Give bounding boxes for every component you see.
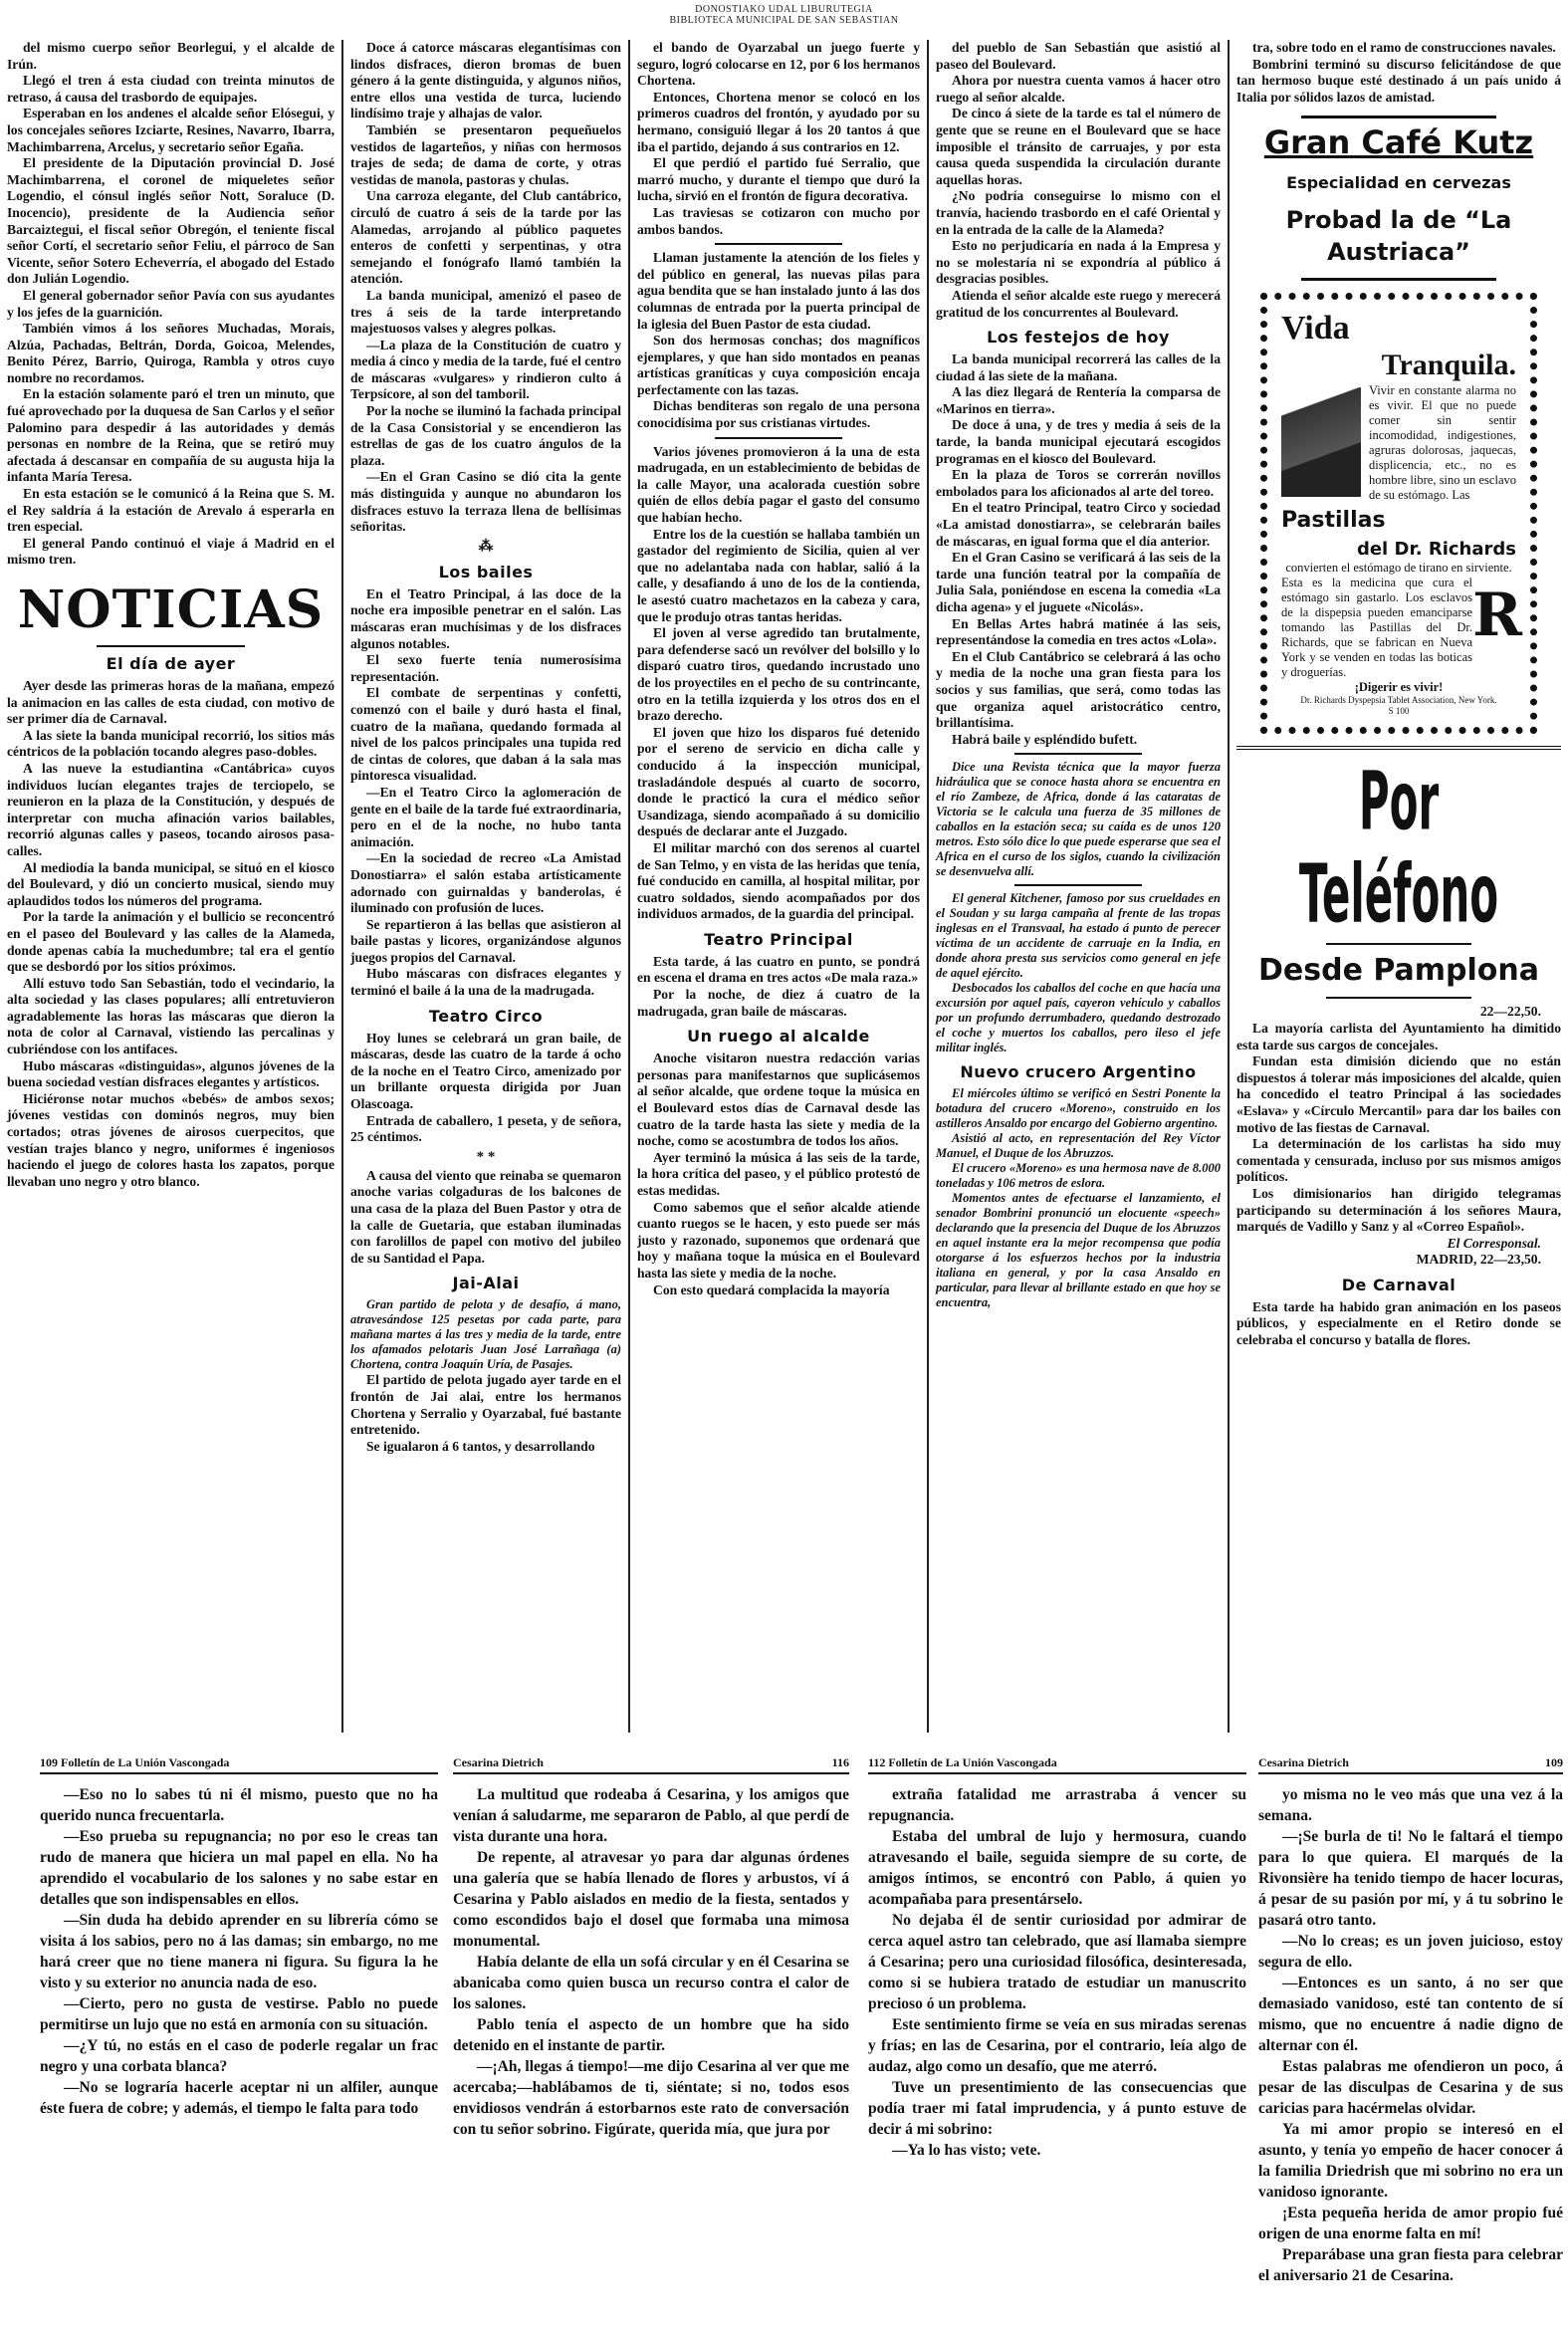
rule bbox=[97, 645, 244, 647]
dateline: MADRID, 22—23,50. bbox=[1416, 1252, 1541, 1268]
article-paragraph: El presidente de la Diputación provincial D. José Machimbarrena, el coronel de miqueletes señor Logendio, el cónsul inglés señor Nott, Soraluce (D. Inocencio), presidente de la Audiencia señor Barcaiztegui, el fiscal señor Obregón, el teniente fiscal señor Cortí, el secretario señor Feliu, el párroco de San Vicente, señor Sotero Echeverría, el abogado del Estado don Julián Logendio. bbox=[7, 155, 335, 287]
article-paragraph: El partido de pelota jugado ayer tarde en el frontón de Jai alai, entre los hermanos Chortena y Serralio y Oyarzabal, fué bastante entretenido. bbox=[350, 1372, 621, 1438]
running-header bbox=[1258, 1754, 1563, 1774]
rule bbox=[1014, 753, 1143, 755]
ornament: * * bbox=[476, 1148, 496, 1165]
article-paragraph: Esto no perjudicaría en nada á la Empresa y no se molestaría ni se expondría al público á desgracias posibles. bbox=[936, 238, 1221, 287]
newspaper-page bbox=[0, 40, 1568, 1733]
article-paragraph: Esta tarde ha habido gran animación en los paseos públicos, y especialmente en el Retiro donde se celebraba el concurso y batalla de flores. bbox=[1236, 1298, 1561, 1348]
article-headline: Los festejos de hoy bbox=[987, 328, 1170, 348]
article-paragraph: ¿No podría conseguirse lo mismo con el tranvía, haciendo trasbordo en el café Oriental y en la entrada de la calle de la Alameda? bbox=[936, 188, 1221, 237]
running-header bbox=[868, 1754, 1246, 1774]
section-headline: Por Teléfono bbox=[1298, 756, 1499, 943]
running-header-left: 109 Folletín de La Unión Vascongada bbox=[40, 1755, 230, 1769]
library-stamp-spanish: BIBLIOTECA MUNICIPAL DE SAN SEBASTIAN bbox=[669, 15, 899, 26]
library-stamp bbox=[0, 4, 1568, 26]
article-paragraph: Ahora por nuestra cuenta vamos á hacer otro ruego al señor alcalde. bbox=[936, 73, 1221, 105]
ad-body: Vivir en constante alarma no es vivir. El que no puede comer sin sentir incomodidad, indigestiones, agruras dolorosas, jaquecas, displicencia, etc., no es hombre libre, sino un esclavo de su estómago. Las bbox=[1369, 383, 1516, 503]
folletin-column-1 bbox=[40, 1754, 438, 2119]
ad-product: Pastillas bbox=[1281, 508, 1386, 534]
running-header-left: 112 Folletín de La Unión Vascongada bbox=[868, 1755, 1057, 1769]
article-paragraph: —En el Gran Casino se dió cita la gente más distinguida y aunque no abundaron los disfraces estuvo la terraza llena de bellísimas señoritas. bbox=[350, 469, 621, 535]
article-paragraph: tra, sobre todo en el ramo de construcciones navales. bbox=[1252, 40, 1556, 55]
article-paragraph: Anoche visitaron nuestra redacción varias personas para manifestarnos que suplicásemos al señor alcalde, que ordene toque la música en el Boulevard estos días de Carnaval desde las cuatro de la tarde hasta las siete y media de la noche, como se acostumbra de todos los años. bbox=[637, 1050, 920, 1149]
story-paragraph: —No lo creas; es un joven juicioso, estoy segura de ello. bbox=[1258, 1933, 1563, 1971]
rule bbox=[715, 437, 842, 439]
man-illustration-icon bbox=[1281, 387, 1361, 497]
article-paragraph: Por la noche, de diez á cuatro de la madrugada, gran baile de máscaras. bbox=[637, 987, 920, 1019]
article-paragraph: A causa del viento que reinaba se quemaron anoche varias colgaduras de los balcones de una casa de la plaza del Buen Pastor y otra de la calle de Guetaria, que estaban iluminadas con farolillos de papel con motivo del jubileo de su Santidad el Papa. bbox=[350, 1167, 621, 1266]
article-paragraph: De doce á una, y de tres y media á seis de la tarde, la banda municipal ejecutará escogidos programas en el kiosco del Boulevard. bbox=[936, 417, 1221, 466]
article-paragraph: Asistió al acto, en representación del Rey Víctor Manuel, el Duque de los Abruzzos. bbox=[936, 1131, 1221, 1161]
article-paragraph: Momentos antes de efectuarse el lanzamiento, el senador Bombrini pronunció un elocuente «speech» declarando que la presencia del Duque de los Abruzzos en aquel instante era la mejor recompensa que podía otorgarse á los esfuerzos hechos por la industria italiana en general, y por la casa Ansaldo en particular, para llevar al brillante estado en que hoy se encuentra, bbox=[936, 1191, 1221, 1310]
column-3 bbox=[630, 40, 929, 1733]
article-headline: Jai-Alai bbox=[452, 1274, 520, 1293]
story-paragraph: —Sin duda ha debido aprender en su librería cómo se visita á los sabios, pero no á las damas; sin embargo, no me hará creer que no tiene manera ni figura. Su figura la he visto y su exterior no anuncia nada de eso. bbox=[40, 1912, 438, 1991]
story-paragraph: De repente, al atravesar yo para dar algunas órdenes una galería que se había llenado de flores y arbustos, ví á Cesarina y Pablo aislados en medio de la fiesta, sentados y como escondidos bajo el dosel que formaba una mimosa monumental. bbox=[453, 1849, 849, 1950]
article-paragraph: Dice una Revista técnica que la mayor fuerza hidráulica que se conoce hasta ahora se encuentra en el río Zambeze, de Africa, donde á las cataratas de Victoria se le calcula una fuerza de 35 millones de caballos en la estación seca; su caída es de unos 120 metros. Esto sólo dice lo que puede esperarse que sea el Africa en el curso de los siglos, cuando la civilización se desenvuelva allí. bbox=[936, 760, 1221, 879]
running-header-left: Cesarina Dietrich bbox=[1258, 1755, 1349, 1769]
article-paragraph: Allí estuvo todo San Sebastián, todo el vecindario, la alta sociedad y las clases populares; allí entretuvieron agradablemente las horas las máscaras que dieron la nota de color al Carnaval, vistiendo las percalinas y cubriéndose con los antifaces. bbox=[7, 975, 335, 1057]
article-paragraph: El combate de serpentinas y confetti, comenzó con el baile y duró hasta el final, cuatro de la mañana, quedando formada al nivel de los palcos principales una tupida red de cintas de colores, que daban á la sala mas pintoresca visualidad. bbox=[350, 685, 621, 784]
article-paragraph: La mayoría carlista del Ayuntamiento ha dimitido esta tarde sus cargos de concejales. bbox=[1236, 1020, 1561, 1052]
article-paragraph: Se igualaron á 6 tantos, y desarrollando bbox=[366, 1438, 595, 1454]
article-paragraph: del mismo cuerpo señor Beorlegui, y el alcalde de Irún. bbox=[7, 40, 335, 72]
story-paragraph: —¡Se burla de ti! No le faltará el tiempo para lo que quiera. El marqués de la Rivonsière ha tenido tiempo de hacer locuras, á pesar de su pasión por mí, y á tu sobrino le pasará otro tanto. bbox=[1258, 1828, 1563, 1929]
story-paragraph: yo misma no le veo más que una vez á la semana. bbox=[1258, 1786, 1563, 1824]
ad-tagline: convierten el estómago de tirano en sirviente. bbox=[1285, 561, 1512, 576]
article-paragraph: La banda municipal, amenizó el paseo de tres á seis de la tarde interpretando majestuosos valses y alegres polkas. bbox=[350, 287, 621, 337]
section-divider bbox=[1236, 746, 1561, 750]
story-paragraph: —Entonces es un santo, á no ser que demasiado vanidoso, esté tan contento de sí mismo, que no encuentre á nadie digno de alternar con él. bbox=[1258, 1975, 1563, 2054]
rule bbox=[715, 243, 842, 245]
story-paragraph: Pablo tenía el aspecto de un hombre que ha sido detenido en el instante de partir. bbox=[453, 2016, 849, 2054]
article-paragraph: También se presentaron pequeñuelos vestidos de lagarteños, y niñas con hermosos trajes de seda; de dama de corte, y otras vestidas de manola, pastoras y chulas. bbox=[350, 121, 621, 187]
running-header bbox=[453, 1754, 849, 1774]
article-paragraph: Bombrini terminó su discurso felicitándose de que tan hermoso buque esté destinado á un país unido á Italia por sólidos lazos de amistad. bbox=[1236, 56, 1561, 105]
column-1 bbox=[0, 40, 343, 1733]
article-paragraph: Varios jóvenes promovieron á la una de esta madrugada, en un establecimiento de bebidas de la calle Mayor, una acalorada cuestión sobre quién de ellos debía pagar el gasto del consumo que habían hecho. bbox=[637, 443, 920, 526]
article-paragraph: —En la sociedad de recreo «La Amistad Donostiarra» el salón estaba artísticamente adornado con guirnaldas y banderolas, é iluminado con profusión de luces. bbox=[350, 850, 621, 916]
article-paragraph: Llegó el tren á esta ciudad con treinta minutos de retraso, á causa del trasbordo de equipajes. bbox=[7, 73, 335, 105]
folletin-column-4 bbox=[1258, 1754, 1563, 2286]
article-paragraph: Las traviesas se cotizaron con mucho por ambos bandos. bbox=[637, 204, 920, 237]
story-paragraph: —Eso no lo sabes tú ni él mismo, puesto que no ha querido nunca frecuentarla. bbox=[40, 1786, 438, 1824]
story-paragraph: Había delante de ella un sofá circular y en él Cesarina se abanicaba como quien busca un recurso contra el calor de los salones. bbox=[453, 1954, 849, 2012]
article-paragraph: Los dimisionarios han dirigido telegramas participando su determinación á los señores Maura, marqués de Vadillo y Sanz y al «Correo Español». bbox=[1236, 1185, 1561, 1235]
running-header bbox=[40, 1754, 438, 1774]
article-paragraph: el bando de Oyarzabal un juego fuerte y seguro, logró colocarse en 12, por 6 los hermanos Chortena. bbox=[637, 40, 920, 89]
article-paragraph: —En el Teatro Circo la aglomeración de gente en el baile de la tarde fué extraordinaria, pero en el de la noche, no hubo tanta animación. bbox=[350, 784, 621, 849]
article-paragraph: Desbocados los caballos del coche en que hacía una excursión por aquel país, cayeron vehículo y caballos por un profundo derrumbadero, quedando destrozado el coche y muertos los caballos, pero ileso el jefe militar inglés. bbox=[936, 981, 1221, 1055]
article-paragraph: Por la tarde la animación y el bullicio se reconcentró en el paseo del Boulevard y las calles de la Alameda, donde apenas cabía la muchedumbre; tal era el gentío que se desbordó por los sitios próximos. bbox=[7, 909, 335, 975]
article-paragraph: Al mediodía la banda municipal, se situó en el kiosco del Boulevard, y dió un concierto musical, siendo muy aplaudidos todos los números del programa. bbox=[7, 859, 335, 908]
article-paragraph: En la estación solamente paró el tren un minuto, que fué aprovechado por la duquesa de San Carlos y el señor Palomino para despedir á las autoridades y demás personas en nombre de la Reina, que se retiró muy afectada á descansar en compañía de su augusta hija la infanta María Teresa. bbox=[7, 386, 335, 485]
article-paragraph: A las diez llegará de Rentería la comparsa de «Marinos en tierra». bbox=[936, 384, 1221, 416]
article-paragraph: También vimos á los señores Muchadas, Morais, Alzúa, Pachadas, Beltrán, Dorda, Goicoa, Melendes, Benito Pérez, Barrio, Quiroga, Rambla y otros cuyo nombre no recordamos. bbox=[7, 321, 335, 385]
article-paragraph: Por la noche se iluminó la fachada principal de la Casa Consistorial y se encendieron las estrellas de gas de los cuatro ángulos de la plaza. bbox=[350, 403, 621, 468]
story-paragraph: ¡Esta pequeña herida de amor propio fué origen de una enorme falta en mí! bbox=[1258, 2205, 1563, 2242]
ad-maker: Dr. Richards Dyspepsia Tablet Association, New York. bbox=[1300, 695, 1497, 706]
rule bbox=[1326, 997, 1472, 999]
signature: El Corresponsal. bbox=[1447, 1235, 1541, 1251]
article-paragraph: Entre los de la cuestión se hallaba también un gastador del regimiento de Sicilia, quien al ver que no adelantaba nada con hablar, salió á la calle, y desafiando á uno de los de la contienda, le asestó cuatro machetazos en la cabeza y cara, que le produjo otras tantas heridas. bbox=[637, 526, 920, 624]
article-paragraph: Dichas benditeras son regalo de una persona conocidísima por sus cristianas virtudes. bbox=[637, 398, 920, 431]
story-paragraph: Preparábase una gran fiesta para celebrar el aniversario 21 de Cesarina. bbox=[1258, 2246, 1563, 2284]
folletin-column-3 bbox=[868, 1754, 1246, 2161]
article-paragraph: Gran partido de pelota y de desafío, á mano, atravesándose 125 pesetas por cada parte, para mañana martes á las tres y media de la tarde, entre los afamados pelotaris Juan José Larrañaga (a) Chortena, contra Joaquín Uría, de Pasajes. bbox=[350, 1297, 621, 1372]
story-paragraph: —Eso prueba su repugnancia; no por eso le creas tan rudo de manera que hiciera un mal papel en ella. No ha aprendido el vocabulario de los salones y no sabe estar en detalles que son indispensables en ellos. bbox=[40, 1828, 438, 1908]
story-paragraph: Este sentimiento firme se veía en sus miradas serenas y frías; en las de Cesarina, por el contrario, leía algo de audaz, algo como un desafío, que me aterró. bbox=[868, 2016, 1246, 2075]
ornamental-rule bbox=[1301, 116, 1496, 118]
story-paragraph: Tuve un presentimiento de las consecuencias que podía traer mi fatal imprudencia, y á punto estuve de decir á mi sobrino: bbox=[868, 2079, 1246, 2138]
story-paragraph: —Cierto, pero no gusta de vestirse. Pablo no puede permitirse un lujo que no está en armonía con su situación. bbox=[40, 1995, 438, 2033]
article-paragraph: Fundan esta dimisión diciendo que no están dispuestos á tolerar más imposiciones del alcalde, quien ha concedido el teatro Principal á las sociedades «Eslava» y «Círculo Mercantil» para dar los bailes con motivo de las fiestas de Carnaval. bbox=[1236, 1053, 1561, 1135]
article-paragraph: El joven que hizo los disparos fué detenido por el sereno de servicio en dicha calle y conducido á la inspección municipal, trasladándole después al cuarto de socorro, donde le practicó la cura el médico señor Usandizaga, siendo acompañado á su domicilio después de declarar ante el Juzgado. bbox=[637, 724, 920, 839]
article-paragraph: En Bellas Artes habrá matinée á las seis, representándose la comedia en tres actos «Lola». bbox=[936, 615, 1221, 648]
article-paragraph: Hoy lunes se celebrará un gran baile, de máscaras, desde las cuatro de la tarde á ocho de la noche en el Teatro Circo, amenizado por un brillante orquesta dirigida por Juan Olascoaga. bbox=[350, 1030, 621, 1112]
ad-title: Tranquila. bbox=[1381, 349, 1516, 382]
article-paragraph: A las siete la banda municipal recorrió, los sitios más céntricos de la población tocando alegres paso-dobles. bbox=[7, 727, 335, 760]
folletin-section bbox=[0, 1754, 1568, 2330]
section-headline: NOTICIAS bbox=[17, 580, 325, 640]
article-paragraph: Con esto quedará complacida la mayoría bbox=[653, 1282, 890, 1297]
ad-title: Vida bbox=[1281, 310, 1350, 348]
story-paragraph: —Ya lo has visto; vete. bbox=[892, 2142, 1041, 2159]
story-paragraph: extraña fatalidad me arrastraba á vencer su repugnancia. bbox=[868, 1786, 1246, 1824]
story-paragraph: —No se lograría hacerle aceptar ni un alfiler, aunque éste fuera de cobre; y además, el tiempo le falta para todo bbox=[40, 2079, 438, 2117]
column-2 bbox=[343, 40, 630, 1733]
running-header-left: Cesarina Dietrich bbox=[453, 1755, 544, 1769]
ad-subtitle: Especialidad en cervezas bbox=[1286, 173, 1511, 193]
timestamp: 22—22,50. bbox=[1479, 1004, 1541, 1020]
article-headline: Nuevo crucero Argentino bbox=[960, 1062, 1197, 1082]
article-paragraph: El sexo fuerte tenía numerosísima representación. bbox=[350, 652, 621, 684]
story-paragraph: La multitud que rodeaba á Cesarina, y los amigos que venían á saludarme, me separaron de Pablo, al que perdí de vista durante una hora. bbox=[453, 1786, 849, 1845]
story-paragraph: No dejaba él de sentir curiosidad por admirar de cerca aquel astro tan celebrado, que así llamaba siempre á Cesarina; pero una curiosidad filosófica, desinteresada, como si se hubiera tratado de estudiar un manuscrito precioso ó un problema. bbox=[868, 1912, 1246, 2012]
article-paragraph: En la plaza de Toros se correrán novillos embolados para los aficionados al arte del toreo. bbox=[936, 467, 1221, 499]
article-headline: Teatro Principal bbox=[704, 929, 853, 949]
article-paragraph: El militar marchó con dos serenos al cuartel de San Telmo, y en vista de las heridas que tenía, fué conducido en camilla, al hospital militar, por cuatro soldados, siendo acompañados por dos individuos armados, de la guardia del principal. bbox=[637, 839, 920, 922]
ad-slogan: ¡Digerir es vivir! bbox=[1354, 680, 1444, 695]
article-paragraph: El joven al verse agredido tan brutalmente, para defenderse sacó un revólver del bolsillo y lo disparó cuatro tiros, quedando incrustado uno de los proyectiles en el pecho de su contrincante, otro en la tetilla izquierda y los otros dos en el brazo derecho. bbox=[637, 625, 920, 724]
article-paragraph: Atienda el señor alcalde este ruego y merecerá gratitud de los concurrentes al Boulevard. bbox=[936, 287, 1221, 320]
column-5 bbox=[1230, 40, 1568, 1733]
article-paragraph: Llaman justamente la atención de los fieles y del público en general, las nuevas pilas para agua bendita que se han instalado junto á las dos columnas de entrada por la puerta principal de la iglesia del Buen Pastor de esta ciudad. bbox=[637, 250, 920, 332]
ornament: ⁂ bbox=[478, 538, 494, 555]
article-paragraph: Hubo máscaras con disfraces elegantes y terminó el baile á la una de la madrugada. bbox=[350, 966, 621, 999]
story-paragraph: Ya mi amor propio se interesó en el asunto, y tenía yo empeño de hacer conocer á la familia Driedrish que mi sobrino no era un vanidoso ignorante. bbox=[1258, 2121, 1563, 2201]
article-paragraph: Entonces, Chortena menor se colocó en los primeros cuadros del frontón, y ayudado por su hermano, consiguió llegar á los 20 tantos á que iba el partido, dejando á sus contrarios en 12. bbox=[637, 89, 920, 154]
ad-code: S 100 bbox=[1388, 706, 1410, 717]
article-paragraph: En el Gran Casino se verificará á las seis de la tarde una función teatral por la compañía de Julia Sala, poniéndose en escena la comedia «La dicha agena» y el juguete «Nicolás». bbox=[936, 550, 1221, 614]
article-paragraph: Habrá baile y espléndido bufett. bbox=[952, 731, 1138, 747]
article-paragraph: El general gobernador señor Pavía con sus ayudantes y los jefes de la guarnición. bbox=[7, 287, 335, 320]
ad-slogan: Probad la de “La Austriaca” bbox=[1285, 206, 1512, 267]
story-paragraph: —¿Y tú, no estás en el caso de poderle regalar un frac negro y una corbata blanca? bbox=[40, 2037, 438, 2075]
article-paragraph: Como sabemos que el señor alcalde atiende cuanto ruegos se le hacen, y esto puede ser más justo y razonado, suponemos que ordenará que hoy y mañana toque la música en el Boulevard hasta las siete y media de la noche. bbox=[637, 1199, 920, 1281]
article-headline: De Carnaval bbox=[1341, 1275, 1456, 1294]
column-4 bbox=[929, 40, 1230, 1733]
article-paragraph: —La plaza de la Constitución de cuatro y media á cinco y media de la tarde, fué el centro de máscaras «vulgares» y rindieron culto á Terpsícore, al son del tamboril. bbox=[350, 337, 621, 402]
richards-logo-icon: R bbox=[1472, 581, 1522, 651]
article-headline: Desde Pamplona bbox=[1257, 953, 1540, 989]
article-paragraph: Doce á catorce máscaras elegantísimas con lindos disfraces, dieron bromas de buen género á la gente distinguida, y algunos niños, entre ellos una vestida de turca, luciendo lindísimo traje y alhajas de valor. bbox=[350, 40, 621, 121]
ad-body: Esta es la medicina que cura el estómago sin gastarlo. Los esclavos de la dispepsia pueden emanciparse tomando las Pastillas del Dr. Richards, que se fabrican en Nueva York y se venden en todas las boticas y droguerías. bbox=[1281, 576, 1472, 680]
article-headline: El día de ayer bbox=[106, 654, 236, 673]
story-paragraph: —¡Ah, llegas á tiempo!—me dijo Cesarina al ver que me acercaba;—hablábamos de ti, siéntate; si no, todos esos envidiosos vendrán á estorbarnos este rato de conversación con tu señor sobrino. Figúrate, querida mía, que jura por bbox=[453, 2058, 849, 2138]
article-paragraph: En el Teatro Principal, á las doce de la noche era imposible penetrar en el salón. Las máscaras eran muchísimas y de los disfraces algunos notables. bbox=[350, 585, 621, 651]
article-paragraph: Ayer desde las primeras horas de la mañana, empezó la animacion en las calles de esta ciudad, con motivo de ser primer día de Carnaval. bbox=[7, 678, 335, 727]
article-paragraph: A las nueve la estudiantina «Cantábrica» cuyos individuos lucían elegantes trajes de terciopelo, se reunieron en la plaza de la Constitución, y después de interpretar con mucha afinación varios bailables, recorrió algunas calles y paseos, tocando airosos pasa-calles. bbox=[7, 760, 335, 858]
page-number: 109 bbox=[1545, 1755, 1563, 1769]
folletin-column-2 bbox=[453, 1754, 849, 2140]
article-paragraph: En el Club Cantábrico se celebrará á las ocho y media de la noche una gran fiesta para los socios y sus familias, que será, como todas las que organiza aquel aristocrático centro, brillantísima. bbox=[936, 648, 1221, 731]
article-headline: Un ruego al alcalde bbox=[687, 1027, 870, 1047]
cafe-kutz-advertisement bbox=[1236, 116, 1561, 281]
article-paragraph: Esperaban en los andenes el alcalde señor Elósegui, y los concejales señores Izciarte, Resines, Navarro, Ibarra, Machimbarrena, Arcelus, y secretario señor Egaña. bbox=[7, 106, 335, 154]
article-paragraph: En esta estación se le comunicó á la Reina que S. M. el Rey saldría á la estación de Arevalo á esperarla en tren especial. bbox=[7, 486, 335, 535]
article-paragraph: Ayer terminó la música á las seis de la tarde, la hora crítica del paseo, y el público protestó de estas medidas. bbox=[637, 1149, 920, 1198]
article-paragraph: del pueblo de San Sebastián que asistió al paseo del Boulevard. bbox=[936, 40, 1221, 72]
article-paragraph: El general Pando continuó el viaje á Madrid en el mismo tren. bbox=[7, 535, 335, 568]
article-paragraph: Entrada de caballero, 1 peseta, y de señora, 25 céntimos. bbox=[350, 1112, 621, 1145]
ornamental-rule bbox=[1301, 278, 1496, 281]
page-number: 116 bbox=[831, 1755, 849, 1769]
article-paragraph: El general Kitchener, famoso por sus crueldades en el Soudan y su larga campaña al frente de las tropas inglesas en el Transvaal, ha estado á punto de perecer víctima de un accidente de carruaje en la India, en donde ahora presta sus servicios como general en jefe de aquel ejército. bbox=[936, 891, 1221, 981]
article-paragraph: Hiciéronse notar muchos «bebés» de ambos sexos; jóvenes vestidas con dominós negros, muy bien cortados; otras jóvenes de airosos cuerpecitos, que vestían trajes blanco y negro, uniformes é ingeniosos haciendo el juego de colores hasta los zapatos, porque llevaban uno negro y otro blanco. bbox=[7, 1090, 335, 1189]
article-paragraph: La banda municipal recorrerá las calles de la ciudad á las siete de la mañana. bbox=[936, 351, 1221, 383]
article-paragraph: El que perdió el partido fué Serralio, que marró mucho, y durante el tiempo que duró la lucha, sirvió en el frontón de figura decorativa. bbox=[637, 155, 920, 204]
article-headline: Los bailes bbox=[438, 562, 534, 582]
article-paragraph: Esta tarde, á las cuatro en punto, se pondrá en escena el drama en tres actos «De mala raza.» bbox=[637, 953, 920, 986]
rule bbox=[1326, 943, 1472, 945]
article-paragraph: Se repartieron á las bellas que asistieron al baile pastas y licores, organizándose algunos juegos propios del Carnaval. bbox=[350, 916, 621, 965]
article-paragraph: En el teatro Principal, teatro Circo y sociedad «La amistad donostiarra», se celebrarán bailes de máscaras, en igual forma que el día anterior. bbox=[936, 500, 1221, 549]
ad-title: Gran Café Kutz bbox=[1263, 123, 1534, 162]
article-paragraph: El crucero «Moreno» es una hermosa nave de 8.000 toneladas y 106 metros de eslora. bbox=[936, 1161, 1221, 1191]
article-paragraph: De cinco á siete de la tarde es tal el número de gente que se reune en el Boulevard que se hace imposible el tránsito de carruajes, y por esta causa queda suspendida la circulación durante aquellas horas. bbox=[936, 106, 1221, 187]
article-paragraph: La determinación de los carlistas ha sido muy comentada y censurada, incluso por sus mismos amigos políticos. bbox=[1236, 1136, 1561, 1185]
pastillas-richards-advertisement bbox=[1260, 293, 1537, 734]
ad-doctor: del Dr. Richards bbox=[1356, 539, 1516, 561]
article-headline: Teatro Circo bbox=[428, 1006, 544, 1026]
article-paragraph: El miércoles último se verificó en Sestri Ponente la botadura del crucero «Moreno», construido en los astilleros Ansaldo por encargo del Gobierno argentino. bbox=[936, 1086, 1221, 1131]
article-paragraph: Hubo máscaras «distinguidas», algunos jóvenes de la buena sociedad vestían disfraces elegantes y artísticos. bbox=[7, 1057, 335, 1090]
library-stamp-basque: DONOSTIAKO UDAL LIBURUTEGIA bbox=[695, 4, 873, 15]
article-paragraph: Son dos hermosas conchas; dos magníficos ejemplares, y que han sido montados en peanas artísticas graníticas y cuya composición encaja perfectamente con las tazas. bbox=[637, 333, 920, 397]
story-paragraph: Estas palabras me ofendieron un poco, á pesar de las disculpas de Cesarina y de sus caricias para hacérmelas olvidar. bbox=[1258, 2058, 1563, 2117]
rule bbox=[1014, 884, 1143, 886]
article-paragraph: Una carroza elegante, del Club cantábrico, circuló de cuatro á seis de la tarde por las Alamedas, arrojando al público paquetes enteros de confetti y serpentinas, y otra semejando el fonógrafo llamó también la atención. bbox=[350, 188, 621, 287]
story-paragraph: Estaba del umbral de lujo y hermosura, cuando atravesando el baile, seguida siempre de su corte, de amigos íntimos, se encontró con Pablo, á quien yo acompañaba para presentárselo. bbox=[868, 1828, 1246, 1908]
